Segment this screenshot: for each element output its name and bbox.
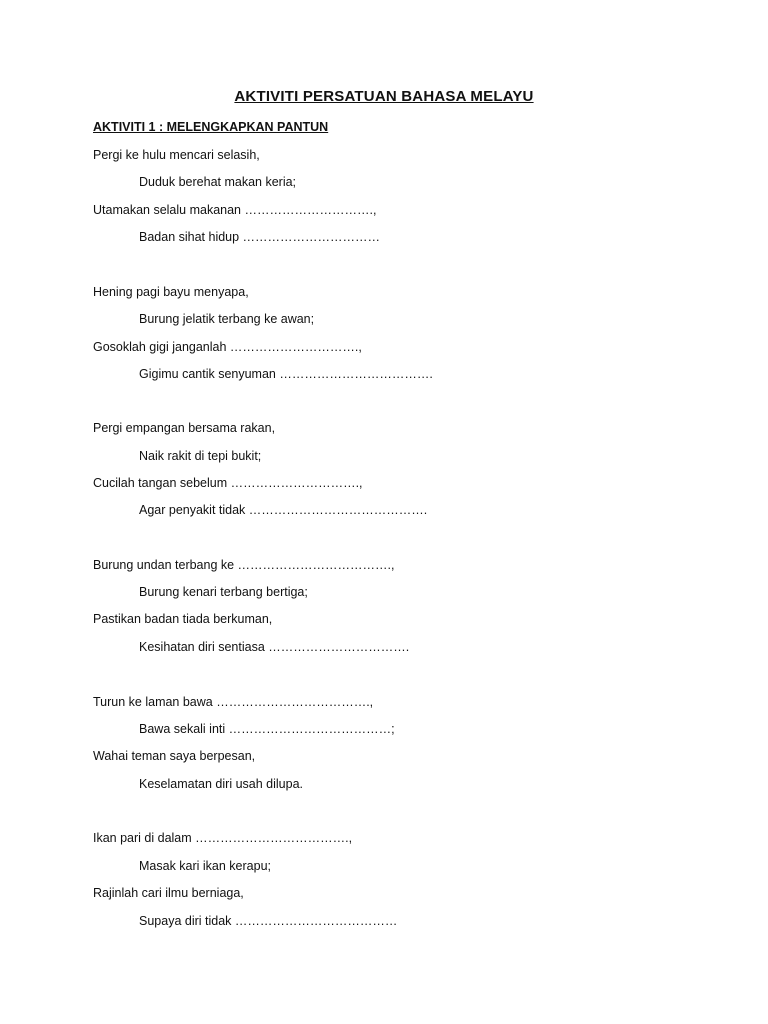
pantun-line: Rajinlah cari ilmu berniaga, bbox=[93, 886, 244, 900]
pantun-line: Pergi empangan bersama rakan, bbox=[93, 421, 276, 435]
pantun-line: Bawa sekali inti …………………………………; bbox=[139, 722, 395, 736]
pantun-line: Naik rakit di tepi bukit; bbox=[139, 449, 262, 463]
pantun-line: Duduk berehat makan keria; bbox=[139, 175, 297, 189]
pantun-line: Pastikan badan tiada berkuman, bbox=[93, 612, 273, 626]
pantun-line: Pergi ke hulu mencari selasih, bbox=[93, 148, 260, 162]
pantun-line: Burung jelatik terbang ke awan; bbox=[139, 312, 315, 326]
pantun-line: Agar penyakit tidak ……………………………………. bbox=[139, 503, 428, 517]
document-title: AKTIVITI PERSATUAN BAHASA MELAYU bbox=[234, 88, 534, 105]
pantun-line: Turun ke laman bawa ………………………………., bbox=[93, 695, 374, 709]
pantun-line: Cucilah tangan sebelum …………………………., bbox=[93, 476, 363, 490]
pantun-line: Supaya diri tidak ………………………………… bbox=[139, 914, 398, 928]
pantun-line: Badan sihat hidup …………………………… bbox=[139, 230, 381, 244]
pantun-line: Masak kari ikan kerapu; bbox=[139, 859, 272, 873]
pantun-line: Wahai teman saya berpesan, bbox=[93, 749, 256, 763]
pantun-line: Burung undan terbang ke ………………………………., bbox=[93, 558, 395, 572]
activity-heading: AKTIVITI 1 : MELENGKAPKAN PANTUN bbox=[93, 120, 329, 134]
pantun-line: Gosoklah gigi janganlah …………………………., bbox=[93, 340, 362, 354]
pantun-line: Kesihatan diri sentiasa ……………………………. bbox=[139, 640, 410, 654]
pantun-line: Keselamatan diri usah dilupa. bbox=[139, 777, 303, 791]
pantun-line: Gigimu cantik senyuman ………………………………. bbox=[139, 367, 433, 381]
pantun-line: Ikan pari di dalam ………………………………., bbox=[93, 831, 353, 845]
pantun-line: Utamakan selalu makanan …………………………., bbox=[93, 203, 377, 217]
pantun-line: Burung kenari terbang bertiga; bbox=[139, 585, 308, 599]
pantun-line: Hening pagi bayu menyapa, bbox=[93, 285, 249, 299]
